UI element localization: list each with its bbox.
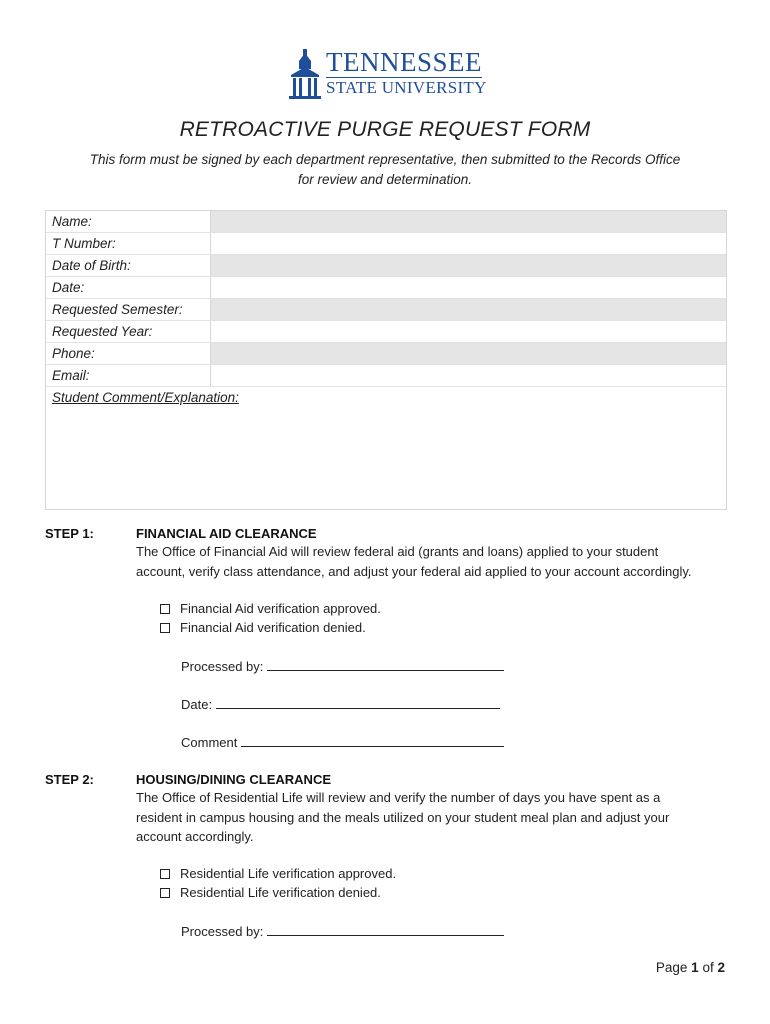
step1-desc-line2: account, verify class attendance, and adjust your federal aid applied to your account accordingly. — [136, 563, 692, 579]
field-row-date — [46, 277, 726, 299]
student-comment-textarea[interactable] — [46, 387, 726, 509]
field-row-requested-year — [46, 321, 726, 343]
field-label: T Number: — [46, 233, 211, 254]
field-row-t-number — [46, 233, 726, 255]
form-title: RETROACTIVE PURGE REQUEST FORM — [179, 118, 591, 141]
requested-semester-input[interactable] — [211, 299, 726, 320]
step2-desc-line3: account accordingly. — [136, 829, 254, 844]
field-label: Processed by: — [181, 659, 264, 674]
checkbox-icon — [160, 623, 170, 633]
page-total: 2 — [717, 960, 725, 975]
field-label: Processed by: — [181, 924, 264, 939]
step1-processed-by-field — [181, 658, 504, 674]
instructions-line1: This form must be signed by each department representative, then submitted to the Records Office — [89, 152, 681, 167]
processed-by-line[interactable] — [267, 658, 504, 671]
field-label: Email: — [46, 365, 211, 386]
step1-label: STEP 1: — [45, 526, 94, 541]
logo-wordmark-line2: STATE UNIVERSITY — [326, 78, 487, 97]
of-word: of — [702, 960, 714, 975]
step1-date-field — [181, 696, 500, 712]
comment-line[interactable] — [241, 734, 504, 747]
step2-processed-by-field — [181, 923, 504, 939]
checkbox-label: Residential Life verification denied. — [180, 885, 381, 900]
date-input[interactable] — [211, 277, 726, 298]
field-label: Date: — [46, 277, 211, 298]
field-row-email — [46, 365, 726, 387]
building-icon — [288, 47, 322, 99]
instructions-line2: for review and determination. — [297, 172, 473, 187]
field-label: Date of Birth: — [46, 255, 211, 276]
financial-aid-denied-checkbox[interactable] — [160, 620, 366, 635]
field-row-name — [46, 211, 726, 233]
field-row-date-of-birth — [46, 255, 726, 277]
checkbox-label: Residential Life verification approved. — [180, 866, 397, 881]
checkbox-label: Financial Aid verification denied. — [180, 620, 366, 635]
checkbox-icon — [160, 604, 170, 614]
step2-label: STEP 2: — [45, 772, 94, 787]
checkbox-icon — [160, 888, 170, 898]
name-input[interactable] — [211, 211, 726, 232]
field-label: Name: — [46, 211, 211, 232]
step1-desc-line1: The Office of Financial Aid will review federal aid (grants and loans) applied to your student — [136, 544, 659, 559]
residential-life-denied-checkbox[interactable] — [160, 885, 381, 900]
step1-heading: FINANCIAL AID CLEARANCE — [136, 526, 317, 541]
phone-input[interactable] — [211, 343, 726, 364]
page-number — [656, 960, 725, 975]
field-label: Requested Year: — [46, 321, 211, 342]
step1-comment-field — [181, 734, 504, 750]
field-row-requested-semester — [46, 299, 726, 321]
checkbox-label: Financial Aid verification approved. — [180, 601, 381, 616]
field-row-phone — [46, 343, 726, 365]
step2-desc-line1: The Office of Residential Life will review and verify the number of days you have spent as a — [136, 790, 661, 805]
residential-life-approved-checkbox[interactable] — [160, 866, 396, 881]
step2-desc-line2: resident in campus housing and the meals utilized on your student meal plan and adjust your — [136, 809, 670, 825]
field-label: Phone: — [46, 343, 211, 364]
step2-description — [136, 788, 736, 847]
page-current: 1 — [691, 960, 699, 975]
checkbox-icon — [160, 869, 170, 879]
t-number-input[interactable] — [211, 233, 726, 254]
logo-wordmark-line1: TENNESSEE — [326, 47, 482, 77]
field-label: Comment — [181, 735, 238, 750]
form-instructions — [55, 150, 715, 190]
processed-by-line[interactable] — [267, 923, 504, 936]
financial-aid-approved-checkbox[interactable] — [160, 601, 381, 616]
date-of-birth-input[interactable] — [211, 255, 726, 276]
step2-heading: HOUSING/DINING CLEARANCE — [136, 772, 332, 787]
email-input[interactable] — [211, 365, 726, 386]
requested-year-input[interactable] — [211, 321, 726, 342]
date-line[interactable] — [216, 696, 500, 709]
step1-description — [136, 542, 736, 581]
field-label: Requested Semester: — [46, 299, 211, 320]
university-logo — [288, 47, 488, 99]
comment-label: Student Comment/Explanation: — [52, 390, 239, 405]
student-info-table — [45, 210, 727, 510]
field-label: Date: — [181, 697, 213, 712]
page-word: Page — [655, 960, 688, 975]
